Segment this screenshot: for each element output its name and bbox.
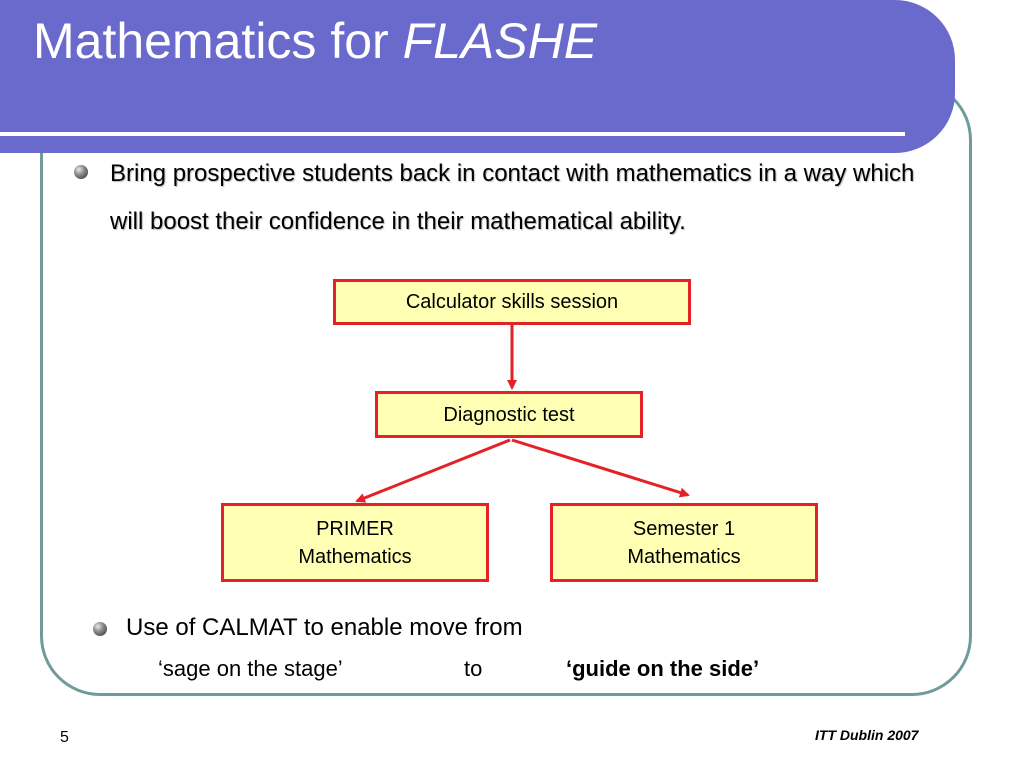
bullet-text-2: Use of CALMAT to enable move from: [126, 614, 523, 641]
node-calculator-skills: [333, 279, 691, 325]
node-diagnostic-label: Diagnostic test: [443, 403, 575, 426]
node-diagnostic-test: [375, 391, 643, 438]
title-emphasis: FLASHE: [402, 13, 598, 69]
quote-sage: ‘sage on the stage’: [158, 656, 343, 681]
node-semester-mathematics: [550, 503, 818, 582]
node-semester-label-1: Semester 1: [632, 517, 736, 540]
node-semester-label-2: Mathematics: [627, 545, 741, 568]
node-primer-mathematics: [221, 503, 489, 582]
node-calculator-label: Calculator skills session: [405, 291, 619, 313]
arrow-diagnostic-to-primer: [357, 440, 510, 501]
title-text: Mathematics for: [33, 13, 403, 69]
node-primer-label-2: Mathematics: [298, 545, 412, 568]
arrow-diagnostic-to-semester: [512, 440, 688, 495]
quote-guide: ‘guide on the side’: [566, 656, 760, 681]
node-primer-label-1: PRIMER: [316, 517, 394, 540]
bullet-text-1: Bring prospective students back in contact with mathematics in a way which will boost their confidence in their mathematical ability.: [110, 160, 915, 235]
page-number: 5: [60, 729, 69, 746]
bullet-icon: [93, 622, 107, 636]
footer-text: ITT Dublin 2007: [815, 727, 919, 743]
quote-to: to: [464, 656, 483, 681]
